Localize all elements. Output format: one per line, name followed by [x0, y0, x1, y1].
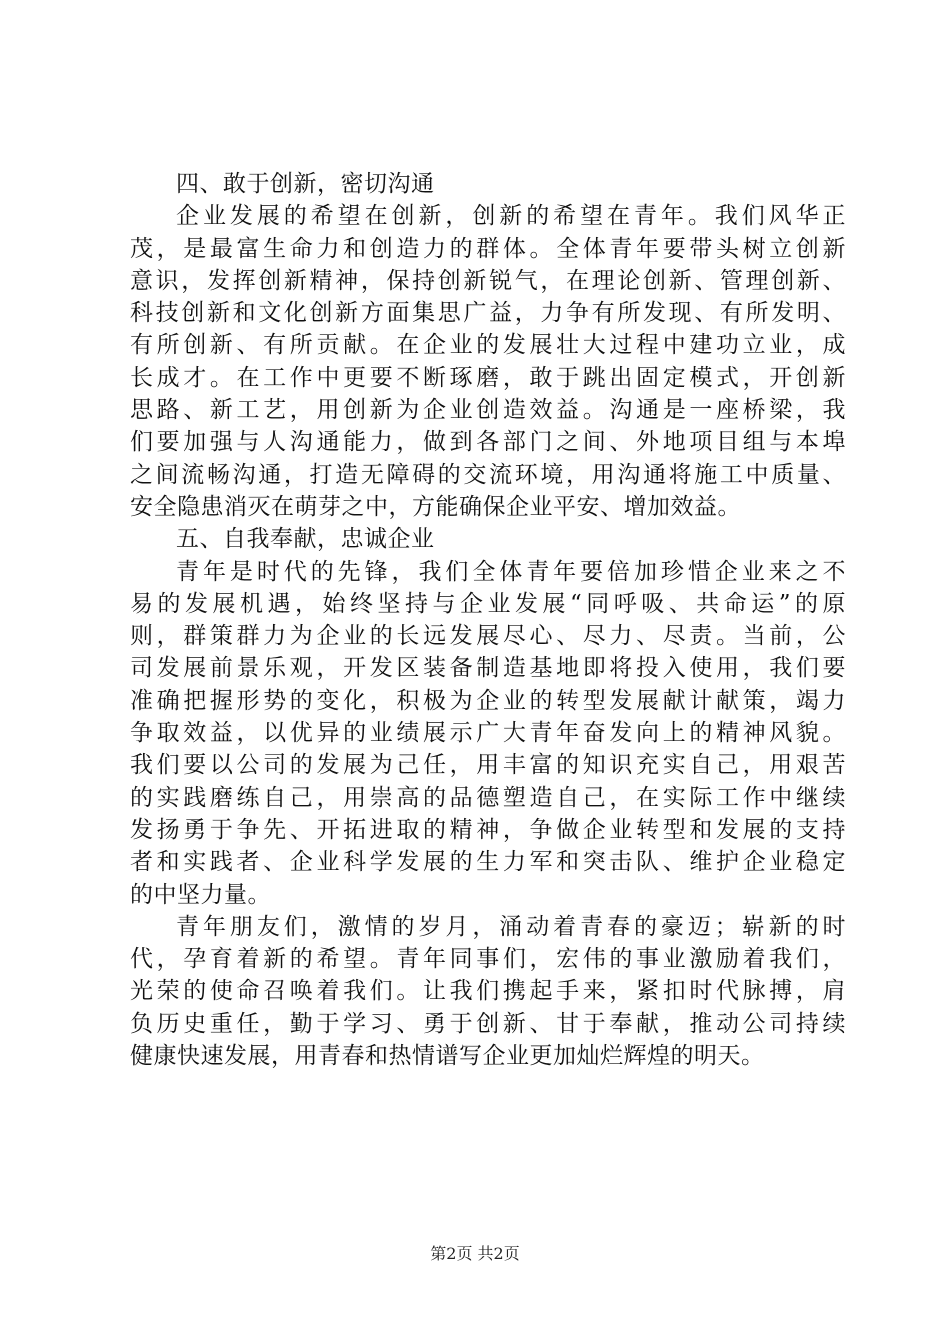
text-line: 茂，是最富生命力和创造力的群体。全体青年要带头树立创新 [130, 235, 846, 262]
text-line: 代，孕育着新的希望。青年同事们，宏伟的事业激励着我们， [130, 946, 846, 973]
text-line: 健康快速发展，用青春和热情谱写企业更加灿烂辉煌的明天。 [130, 1043, 765, 1070]
text-line: 发扬勇于争先、开拓进取的精神，争做企业转型和发展的支持 [130, 816, 846, 843]
section-heading-4: 四、敢于创新，密切沟通 [176, 171, 435, 197]
text-line: 企业发展的希望在创新，创新的希望在青年。我们风华正 [176, 203, 846, 230]
text-line: 争取效益，以优异的业绩展示广大青年奋发向上的精神风貌。 [130, 720, 846, 747]
text-line: 司发展前景乐观，开发区装备制造基地即将投入使用，我们要 [130, 655, 846, 682]
text-line: 易的发展机遇，始终坚持与企业发展“同呼吸、共命运”的原 [130, 590, 846, 617]
text-line: 者和实践者、企业科学发展的生力军和突击队、维护企业稳定 [130, 849, 846, 876]
text-line: 科技创新和文化创新方面集思广益，力争有所发现、有所发明、 [130, 300, 846, 327]
text-line: 的中坚力量。 [130, 881, 271, 908]
text-line: 的实践磨练自己，用崇高的品德塑造自己，在实际工作中继续 [130, 784, 846, 811]
text-line: 光荣的使命召唤着我们。让我们携起手来，紧扣时代脉搏，肩 [130, 978, 846, 1005]
section-heading-5: 五、自我奉献，忠诚企业 [176, 526, 435, 553]
text-line: 青年朋友们，激情的岁月，涌动着青春的豪迈；崭新的时 [176, 913, 846, 940]
text-line: 思路、新工艺，用创新为企业创造效益。沟通是一座桥梁，我 [130, 397, 846, 424]
text-line: 准确把握形势的变化，积极为企业的转型发展献计献策，竭力 [130, 687, 846, 714]
text-line: 长成才。在工作中更要不断琢磨，敢于跳出固定模式，开创新 [130, 364, 846, 391]
text-line: 安全隐患消灭在萌芽之中，方能确保企业平安、增加效益。 [130, 493, 741, 520]
text-line: 青年是时代的先锋，我们全体青年要倍加珍惜企业来之不 [176, 558, 846, 585]
document-body [130, 168, 846, 1072]
text-line: 们要加强与人沟通能力，做到各部门之间、外地项目组与本埠 [130, 429, 846, 456]
text-line: 有所创新、有所贡献。在企业的发展壮大过程中建功立业，成 [130, 332, 846, 359]
text-line: 意识，发挥创新精神，保持创新锐气，在理论创新、管理创新、 [130, 267, 846, 294]
page-number-footer: 第2页 共2页 [430, 1244, 520, 1263]
text-line: 之间流畅沟通，打造无障碍的交流环境，用沟通将施工中质量、 [130, 461, 846, 488]
text-line: 则，群策群力为企业的长远发展尽心、尽力、尽责。当前，公 [130, 623, 846, 650]
text-line: 我们要以公司的发展为己任，用丰富的知识充实自己，用艰苦 [130, 752, 846, 779]
text-line: 负历史重任，勤于学习、勇于创新、甘于奉献，推动公司持续 [130, 1010, 846, 1037]
